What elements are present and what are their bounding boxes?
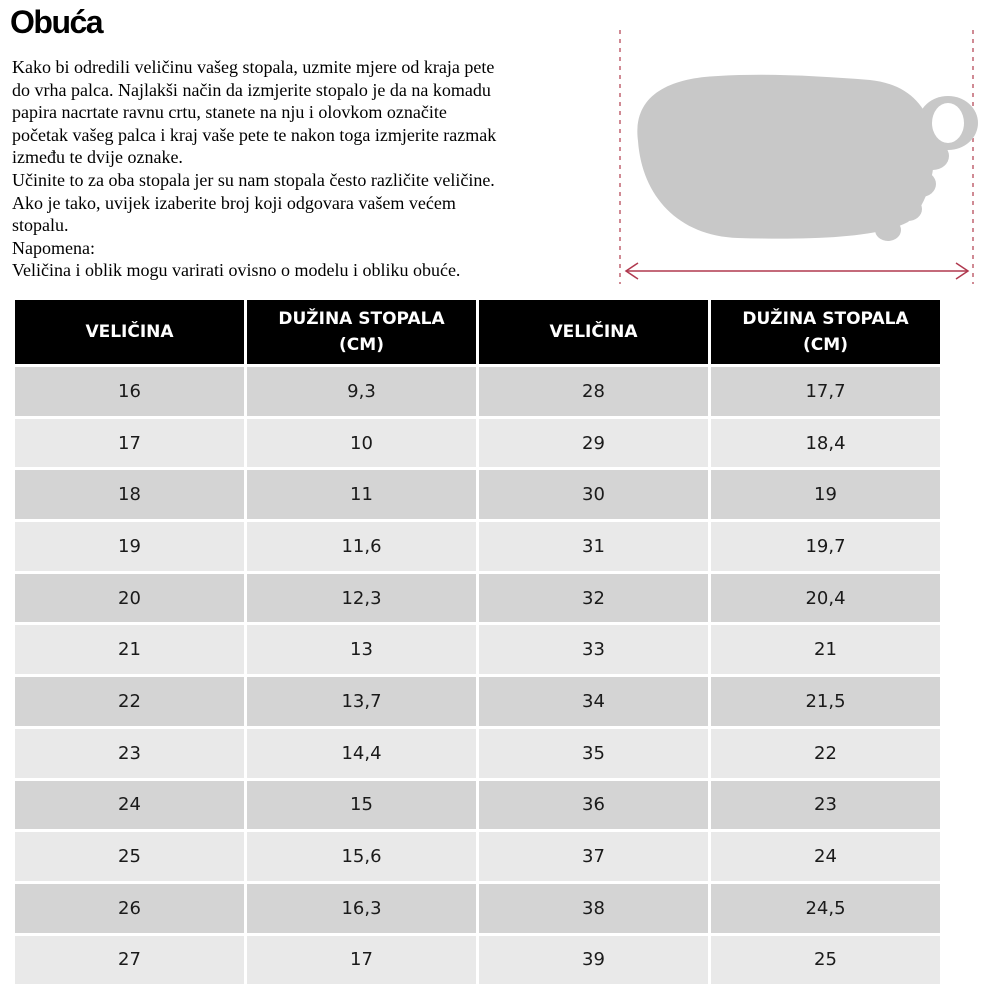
table-cell: 16,3 — [247, 884, 476, 933]
column-header-size — [15, 300, 244, 364]
table-cell: 17 — [247, 936, 476, 985]
intro-note-text: Veličina i oblik mogu varirati ovisno o modelu i obliku obuće. — [12, 260, 461, 281]
column-header-line: (CM) — [803, 335, 848, 355]
table-cell: 25 — [15, 832, 244, 881]
table-row — [15, 832, 940, 881]
table-cell: 26 — [15, 884, 244, 933]
table-cell: 11,6 — [247, 522, 476, 571]
column-header-foot-length — [247, 300, 476, 364]
table-cell: 13,7 — [247, 677, 476, 726]
column-header-line: DUŽINA STOPALA — [742, 309, 909, 329]
table-cell: 25 — [711, 936, 940, 985]
table-row — [15, 884, 940, 933]
table-cell: 19 — [15, 522, 244, 571]
table-row — [15, 936, 940, 985]
intro-line: stopalu. — [12, 215, 69, 236]
table-cell: 19,7 — [711, 522, 940, 571]
table-cell: 21 — [15, 625, 244, 674]
intro-line: papira nacrtate ravnu crtu, stanete na nju i olovkom označite — [12, 102, 447, 123]
table-cell: 23 — [15, 729, 244, 778]
table-cell: 31 — [479, 522, 708, 571]
table-cell: 16 — [15, 367, 244, 416]
table-cell: 13 — [247, 625, 476, 674]
column-header-line: (CM) — [339, 335, 384, 355]
table-cell: 36 — [479, 781, 708, 830]
table-cell: 14,4 — [247, 729, 476, 778]
table-cell: 10 — [247, 419, 476, 468]
table-cell: 23 — [711, 781, 940, 830]
table-cell: 19 — [711, 470, 940, 519]
table-row — [15, 781, 940, 830]
column-header-line: VELIČINA — [85, 322, 174, 342]
intro-line: početak vašeg palca i kraj vaše pete te nakon toga izmjerite razmak — [12, 124, 497, 145]
column-header-line: DUŽINA STOPALA — [278, 309, 445, 329]
foot-measure-icon — [608, 26, 980, 288]
table-row — [15, 470, 940, 519]
table-cell: 22 — [711, 729, 940, 778]
table-cell: 9,3 — [247, 367, 476, 416]
table-cell: 35 — [479, 729, 708, 778]
intro-line: Učinite to za oba stopala jer su nam stopala često različite veličine. — [12, 169, 495, 190]
column-header-foot-length — [711, 300, 940, 364]
table-cell: 33 — [479, 625, 708, 674]
table-cell: 15 — [247, 781, 476, 830]
table-cell: 32 — [479, 574, 708, 623]
column-header-size — [479, 300, 708, 364]
intro-line: Ako je tako, uvijek izaberite broj koji odgovara vašem većem — [12, 192, 456, 213]
table-cell: 17,7 — [711, 367, 940, 416]
column-header-line: VELIČINA — [549, 322, 638, 342]
table-row — [15, 574, 940, 623]
size-chart-table — [12, 297, 943, 987]
table-cell: 21,5 — [711, 677, 940, 726]
table-row — [15, 367, 940, 416]
table-cell: 12,3 — [247, 574, 476, 623]
table-cell: 24,5 — [711, 884, 940, 933]
table-cell: 20,4 — [711, 574, 940, 623]
table-cell: 29 — [479, 419, 708, 468]
intro-text — [12, 56, 592, 282]
table-header-row — [15, 300, 940, 364]
table-row — [15, 522, 940, 571]
intro-line: do vrha palca. Najlakši način da izmjerite stopalo je da na komadu — [12, 79, 491, 100]
table-cell: 37 — [479, 832, 708, 881]
table-cell: 21 — [711, 625, 940, 674]
table-cell: 15,6 — [247, 832, 476, 881]
table-cell: 24 — [15, 781, 244, 830]
table-cell: 20 — [15, 574, 244, 623]
table-row — [15, 677, 940, 726]
intro-line: između te dvije oznake. — [12, 147, 183, 168]
table-cell: 28 — [479, 367, 708, 416]
table-cell: 38 — [479, 884, 708, 933]
table-row — [15, 625, 940, 674]
intro-note-label: Napomena: — [12, 237, 95, 258]
table-cell: 18,4 — [711, 419, 940, 468]
table-cell: 18 — [15, 470, 244, 519]
page-title: Obuća — [10, 4, 103, 40]
intro-line: Kako bi odredili veličinu vašeg stopala, uzmite mjere od kraja pete — [12, 57, 495, 77]
table-cell: 17 — [15, 419, 244, 468]
table-cell: 39 — [479, 936, 708, 985]
table-row — [15, 419, 940, 468]
table-cell: 22 — [15, 677, 244, 726]
table-cell: 11 — [247, 470, 476, 519]
table-cell: 34 — [479, 677, 708, 726]
table-cell: 24 — [711, 832, 940, 881]
table-cell: 27 — [15, 936, 244, 985]
table-row — [15, 729, 940, 778]
table-cell: 30 — [479, 470, 708, 519]
